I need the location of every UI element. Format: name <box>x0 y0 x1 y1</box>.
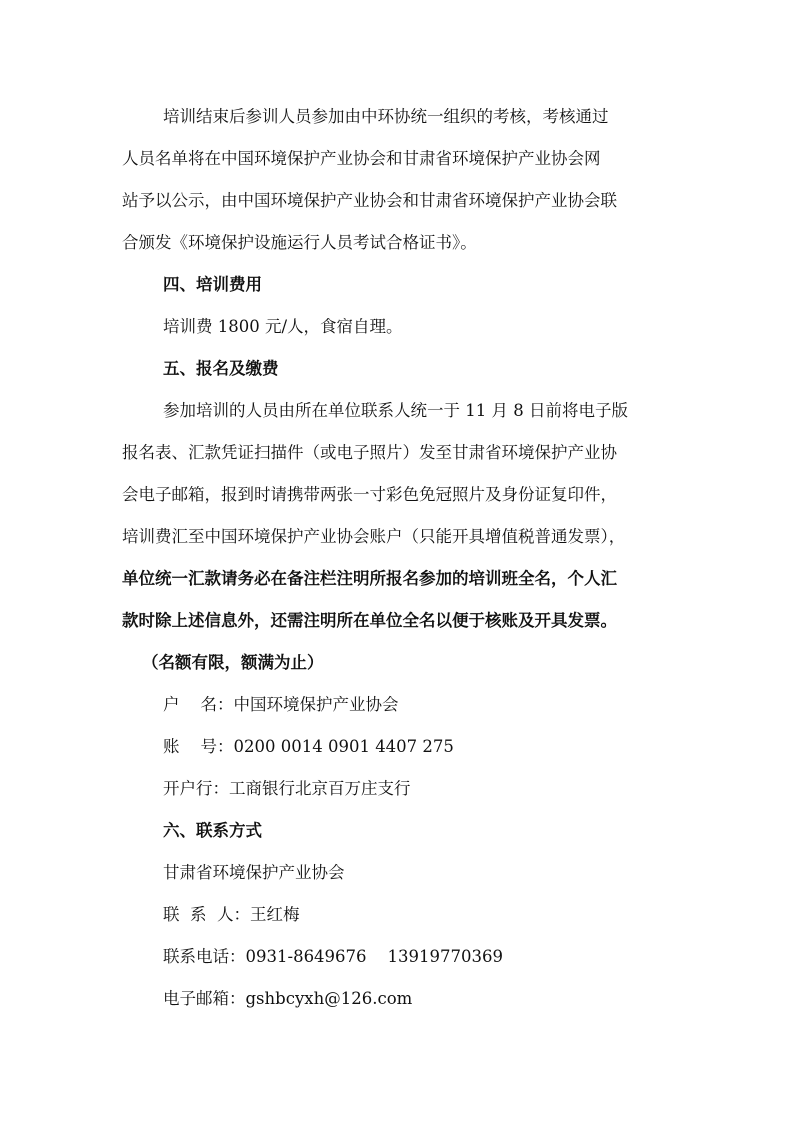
exam-paragraph-line-1: 培训结束后参训人员参加由中环协统一组织的考核，考核通过 <box>163 107 609 126</box>
training-fee-text: 培训费 1800 元/人，食宿自理。 <box>163 317 403 336</box>
contact-person: 联 系 人：王红梅 <box>163 905 300 924</box>
quota-note: （名额有限，额满为止） <box>142 653 324 672</box>
exam-paragraph-line-2: 人员名单将在中国环境保护产业协会和甘肃省环境保护产业协会网 <box>122 149 601 168</box>
registration-line-3: 会电子邮箱，报到时请携带两张一寸彩色免冠照片及身份证复印件， <box>122 485 617 504</box>
contact-phone: 联系电话：0931-8649676 13919770369 <box>163 947 504 966</box>
registration-line-2: 报名表、汇款凭证扫描件（或电子照片）发至甘肃省环境保护产业协 <box>122 443 617 462</box>
exam-paragraph-line-3: 站予以公示，由中国环境保护产业协会和甘肃省环境保护产业协会联 <box>122 191 617 210</box>
exam-paragraph-line-4: 合颁发《环境保护设施运行人员考试合格证书》。 <box>122 233 477 252</box>
section-4-heading: 四、培训费用 <box>163 275 262 294</box>
section-6-heading: 六、联系方式 <box>163 821 262 840</box>
section-5-heading: 五、报名及缴费 <box>163 359 279 378</box>
remittance-notice-line-1: 单位统一汇款请务必在备注栏注明所报名参加的培训班全名，个人汇 <box>122 569 617 588</box>
remittance-notice-line-2: 款时除上述信息外，还需注明所在单位全名以便于核账及开具发票。 <box>122 611 617 630</box>
bank-branch: 开户行：工商银行北京百万庄支行 <box>163 779 411 798</box>
registration-line-4: 培训费汇至中国环境保护产业协会账户（只能开具增值税普通发票）， <box>122 527 626 546</box>
contact-organization: 甘肃省环境保护产业协会 <box>163 863 345 882</box>
account-name: 户 名：中国环境保护产业协会 <box>163 695 399 714</box>
account-number: 账 号：0200 0014 0901 4407 275 <box>163 737 454 756</box>
contact-email: 电子邮箱：gshbcyxh@126.com <box>163 989 413 1008</box>
registration-line-1: 参加培训的人员由所在单位联系人统一于 11 月 8 日前将电子版 <box>163 401 628 420</box>
